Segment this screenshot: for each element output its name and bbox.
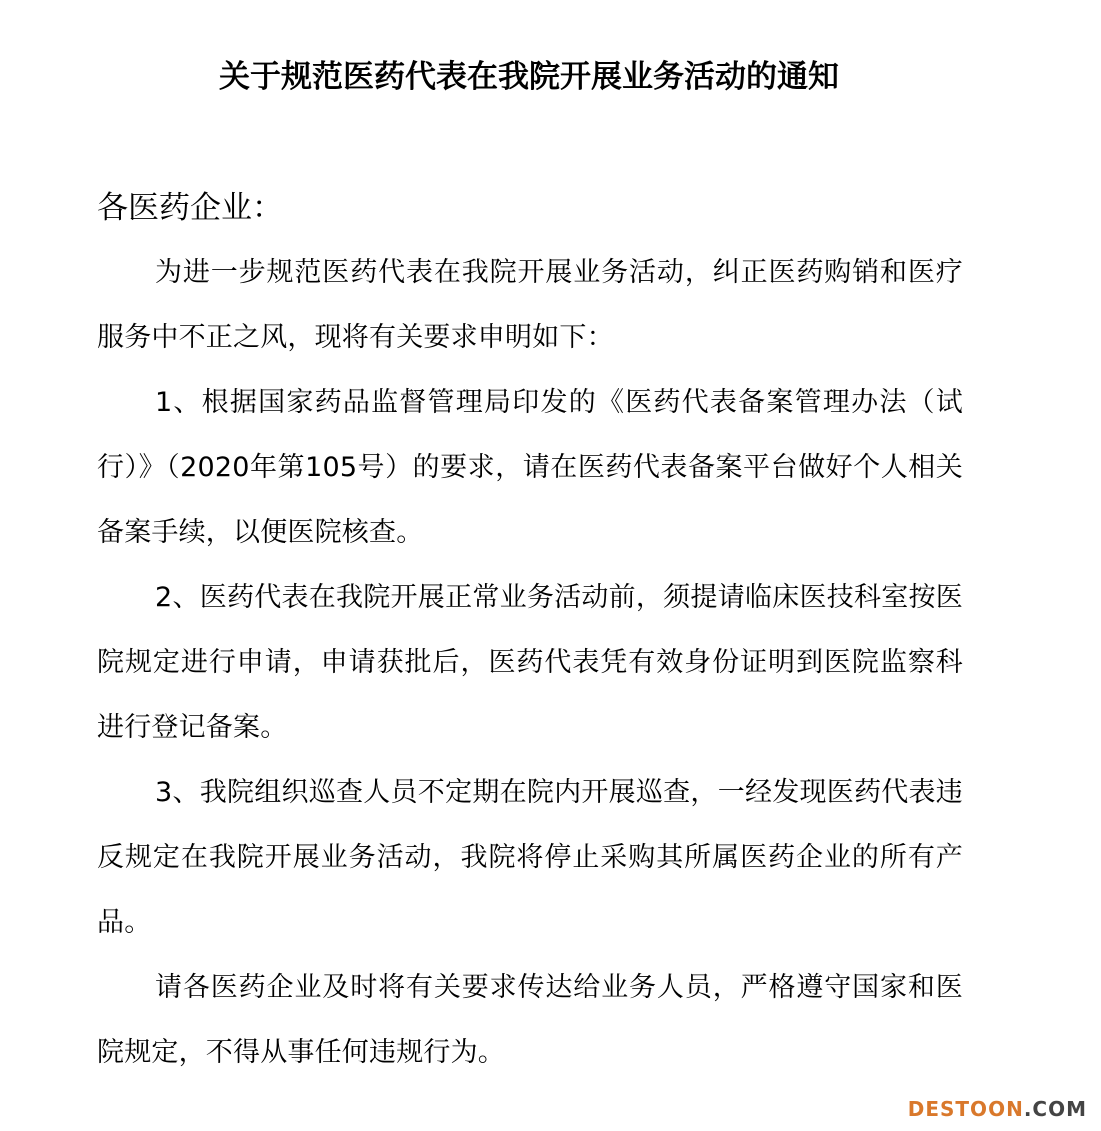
paragraph-item-2: 2、医药代表在我院开展正常业务活动前，须提请临床医技科室按医院规定进行申请，申请获批后，医药代表凭有效身份证明到医院监察科进行登记备案。 <box>97 582 963 743</box>
paragraph-item-1: 1、根据国家药品监督管理局印发的《医药代表备案管理办法（试行）》（2020年第105号）的要求，请在医药代表备案平台做好个人相关备案手续，以便医院核查。 <box>97 387 963 548</box>
watermark-logo <box>908 1097 1087 1121</box>
document-body <box>97 240 963 1085</box>
paragraph-intro: 为进一步规范医药代表在我院开展业务活动，纠正医药购销和医疗服务中不正之风，现将有关要求申明如下： <box>97 257 963 353</box>
paragraph-closing: 请各医药企业及时将有关要求传达给业务人员，严格遵守国家和医院规定，不得从事任何违规行为。 <box>97 972 963 1068</box>
document-title: 关于规范医药代表在我院开展业务活动的通知 <box>219 59 839 95</box>
watermark-domain: .COM <box>1023 1097 1087 1121</box>
salutation: 各医药企业： <box>97 190 283 226</box>
watermark-brand: DESTOON <box>907 1097 1024 1121</box>
paragraph-item-3: 3、我院组织巡查人员不定期在院内开展巡查，一经发现医药代表违反规定在我院开展业务活动，我院将停止采购其所属医药企业的所有产品。 <box>97 777 963 938</box>
